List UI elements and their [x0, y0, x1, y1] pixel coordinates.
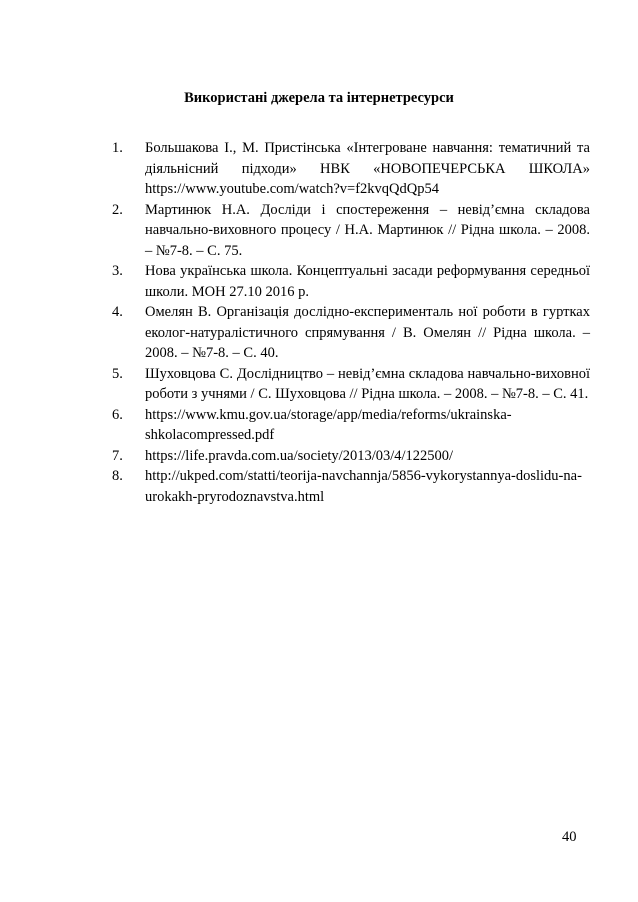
- reference-text: Мартинюк Н.А. Досліди і спостереження – невід’ємна складова навчально-виховного процесу / Н.А. Мартинюк // Рідна школа. – 2008. – №7-8. – С. 75.: [145, 201, 590, 259]
- reference-list: [112, 138, 590, 507]
- reference-number: 5.: [112, 365, 123, 382]
- page-title: Використані джерела та інтернетресурси: [184, 90, 454, 106]
- reference-number: 2.: [112, 201, 123, 218]
- reference-item: [112, 200, 590, 262]
- page-number: 40: [562, 829, 577, 845]
- reference-number: 7.: [112, 447, 123, 464]
- reference-item: [112, 302, 590, 364]
- reference-text: https://life.pravda.com.ua/society/2013/03/4/122500/: [145, 447, 454, 464]
- reference-text: Нова українська школа. Концептуальні засади реформування середньої школи. МОН 27.10 2016 р.: [145, 263, 590, 300]
- reference-item: [112, 261, 590, 302]
- reference-text: Омелян В. Організація дослідно-експерименталь ної роботи в гуртках еколог-натуралістичного спрямування / В. Омелян // Рідна школа. – 2008. – №7-8. – С. 40.: [145, 304, 590, 361]
- reference-number: 1.: [112, 140, 123, 156]
- reference-text: https://www.kmu.gov.ua/storage/app/media/reforms/ukrainska-shkolacompressed.pdf: [145, 406, 512, 443]
- reference-number: 8.: [112, 468, 123, 484]
- reference-item: [112, 466, 590, 507]
- reference-text: Шуховцова С. Дослідництво – невід’ємна складова навчально-виховної роботи з учнями / С. Шуховцова // Рідна школа. – 2008. – №7-8. – С. 41.: [145, 365, 590, 402]
- reference-item: [112, 364, 590, 405]
- reference-item: [112, 405, 590, 446]
- reference-item: [112, 138, 590, 200]
- reference-number: 4.: [112, 304, 123, 320]
- reference-text: http://ukped.com/statti/teorija-navchannja/5856-vykorystannya-doslidu-na-urokakh-pryrodoznavstva.html: [145, 468, 582, 505]
- reference-item: [112, 446, 590, 467]
- reference-number: 3.: [112, 263, 123, 279]
- reference-text: Большакова І., М. Пристінська «Інтегроване навчання: тематичний та діяльнісний підходи» НВК «НОВОПЕЧЕРСЬКА ШКОЛА» https://www.youtube.com/watch?v=f2kvqQdQp54: [145, 140, 590, 197]
- reference-number: 6.: [112, 406, 123, 423]
